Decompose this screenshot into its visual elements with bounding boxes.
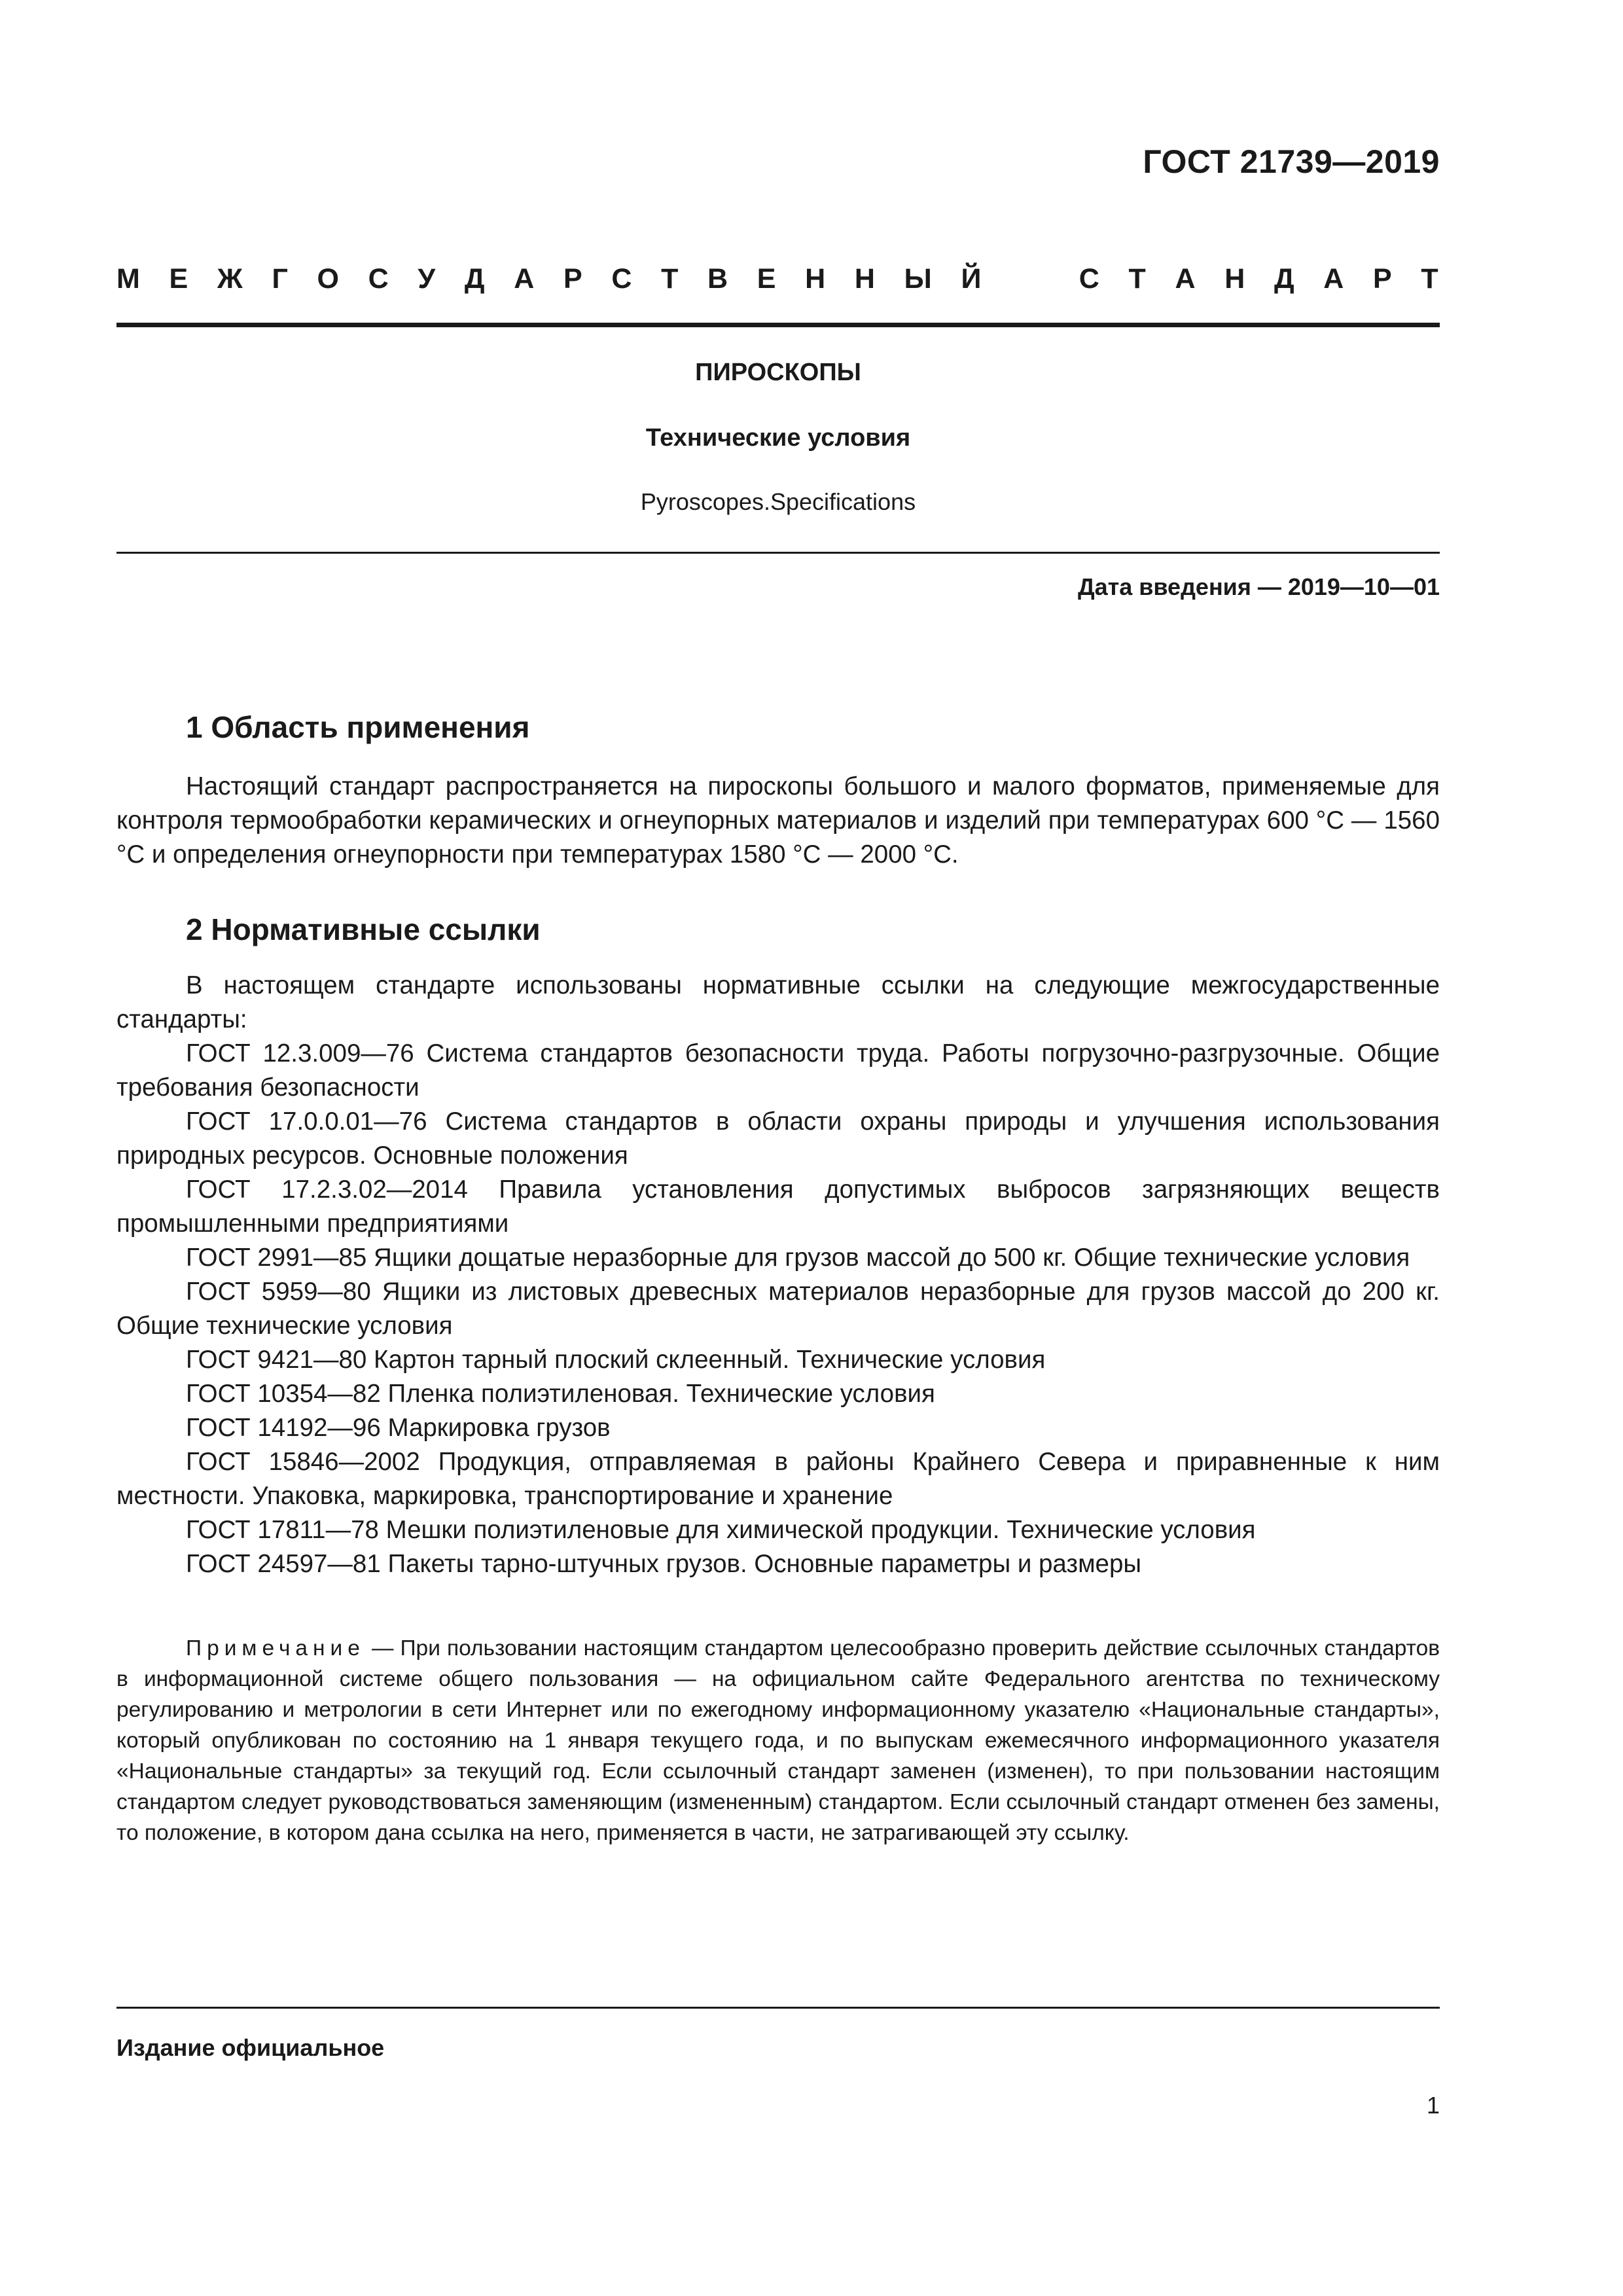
standard-type-word1-letter: С <box>368 263 389 295</box>
standard-type-word1-letter: Д <box>464 263 485 295</box>
standard-type-word2-letter: Т <box>1421 263 1438 295</box>
title-divider <box>116 552 1440 554</box>
section-1-heading: 1 Область применения <box>186 710 530 744</box>
standard-type-word1-letter: О <box>317 263 339 295</box>
reference-item: ГОСТ 9421—80 Картон тарный плоский склеенный. Технические условия <box>186 1346 1046 1374</box>
standard-type-word1-letter: В <box>707 263 728 295</box>
document-title: ПИРОСКОПЫ <box>695 359 861 386</box>
standard-type-word1-letter: Ж <box>217 263 243 295</box>
standard-type-word1-letter: Й <box>961 263 982 295</box>
standard-type-word2-letter: Н <box>1224 263 1245 295</box>
section-1-body <box>116 770 1440 872</box>
standard-type-word1-letter: Ы <box>904 263 932 295</box>
standard-type-word2-letter: Д <box>1274 263 1294 295</box>
note-text: — При пользовании настоящим стандартом целесообразно проверить действие ссылочных стандартов в информационной системе общего пользования — на официальном сайте Федерального агентства по техническому регулированию и метрологии в сети Интернет или по ежегодному информационному указателю «Национальные стандарты», который опубликован по состоянию на 1 января текущего года, и по выпускам ежемесячного информационного указателя «Национальные стандарты» за текущий год. Если ссылочный стандарт заменен (изменен), то при пользовании настоящим стандартом следует руководствоваться заменяющим (измененным) стандартом. Если ссылочный стандарт отменен без замены, то положение, в котором дана ссылка на него, применяется в части, не затрагивающей эту ссылку. <box>116 1636 1440 1845</box>
reference-item: ГОСТ 10354—82 Пленка полиэтиленовая. Технические условия <box>186 1380 935 1408</box>
top-thick-rule <box>116 323 1440 327</box>
standard-type-word1-letter: Н <box>854 263 875 295</box>
standard-type-word2-letter: Р <box>1373 263 1392 295</box>
document-subtitle: Технические условия <box>645 424 911 452</box>
standard-type-heading <box>116 263 1438 295</box>
standard-type-word1-letter: Е <box>757 263 776 295</box>
standard-type-word1-letter: М <box>116 263 140 295</box>
standard-type-word1-letter: Т <box>661 263 679 295</box>
edition-label: Издание официальное <box>116 2034 385 2061</box>
standard-type-word1-letter: Н <box>805 263 826 295</box>
section-2-body <box>116 969 1440 1581</box>
gost-number: ГОСТ 21739—2019 <box>1143 143 1440 180</box>
standard-type-word1-letter: С <box>611 263 632 295</box>
standard-type-word1-letter: Г <box>272 263 288 295</box>
standard-type-word2-letter: А <box>1323 263 1344 295</box>
standard-type-word1-letter: У <box>418 263 436 295</box>
standard-type-word2-letter: С <box>1079 263 1099 295</box>
page-number: 1 <box>1426 2092 1440 2119</box>
reference-item: ГОСТ 17.2.3.02—2014 Правила установления допустимых выбросов загрязняющих веществ промышленными предприятиями <box>116 1175 1440 1238</box>
section-2-heading: 2 Нормативные ссылки <box>186 912 541 946</box>
reference-item: ГОСТ 14192—96 Маркировка грузов <box>186 1414 611 1442</box>
reference-item: ГОСТ 15846—2002 Продукция, отправляемая в районы Крайнего Севера и приравненные к ним местности. Упаковка, маркировка, транспортирование и хранение <box>116 1448 1440 1510</box>
reference-item: ГОСТ 5959—80 Ящики из листовых древесных материалов неразборные для грузов массой до 200 кг. Общие технические условия <box>116 1278 1440 1340</box>
standard-type-word1-letter: Е <box>169 263 188 295</box>
reference-item: ГОСТ 12.3.009—76 Система стандартов безопасности труда. Работы погрузочно-разгрузочные. Общие требования безопасности <box>116 1039 1440 1102</box>
section-2-intro: В настоящем стандарте использованы нормативные ссылки на следующие межгосударственные стандарты: <box>116 971 1440 1033</box>
word-gap <box>1010 263 1050 295</box>
introduction-date: Дата введения — 2019—10—01 <box>1077 573 1440 600</box>
footer-divider <box>116 2007 1440 2009</box>
reference-item: ГОСТ 24597—81 Пакеты тарно-штучных грузов. Основные параметры и размеры <box>186 1550 1142 1578</box>
note-block <box>116 1633 1440 1848</box>
english-title: Pyroscopes.Specifications <box>640 488 916 515</box>
section-1-paragraph: Настоящий стандарт распространяется на пироскопы большого и малого форматов, применяемые для контроля термообработки керамических и огнеупорных материалов и изделий при температурах 600 °С — 1560 °С и определения огнеупорности при температурах 1580 °С — 2000 °С. <box>116 772 1440 869</box>
standard-type-word2-letter: Т <box>1128 263 1146 295</box>
standard-type-word2-letter: А <box>1175 263 1196 295</box>
note-label: Примечание <box>186 1636 365 1660</box>
standard-type-word1-letter: А <box>514 263 535 295</box>
reference-item: ГОСТ 2991—85 Ящики дощатые неразборные для грузов массой до 500 кг. Общие технические условия <box>186 1244 1410 1272</box>
reference-item: ГОСТ 17.0.0.01—76 Система стандартов в области охраны природы и улучшения использования природных ресурсов. Основные положения <box>116 1107 1440 1170</box>
reference-item: ГОСТ 17811—78 Мешки полиэтиленовые для химической продукции. Технические условия <box>186 1516 1256 1544</box>
standard-type-word1-letter: Р <box>563 263 582 295</box>
